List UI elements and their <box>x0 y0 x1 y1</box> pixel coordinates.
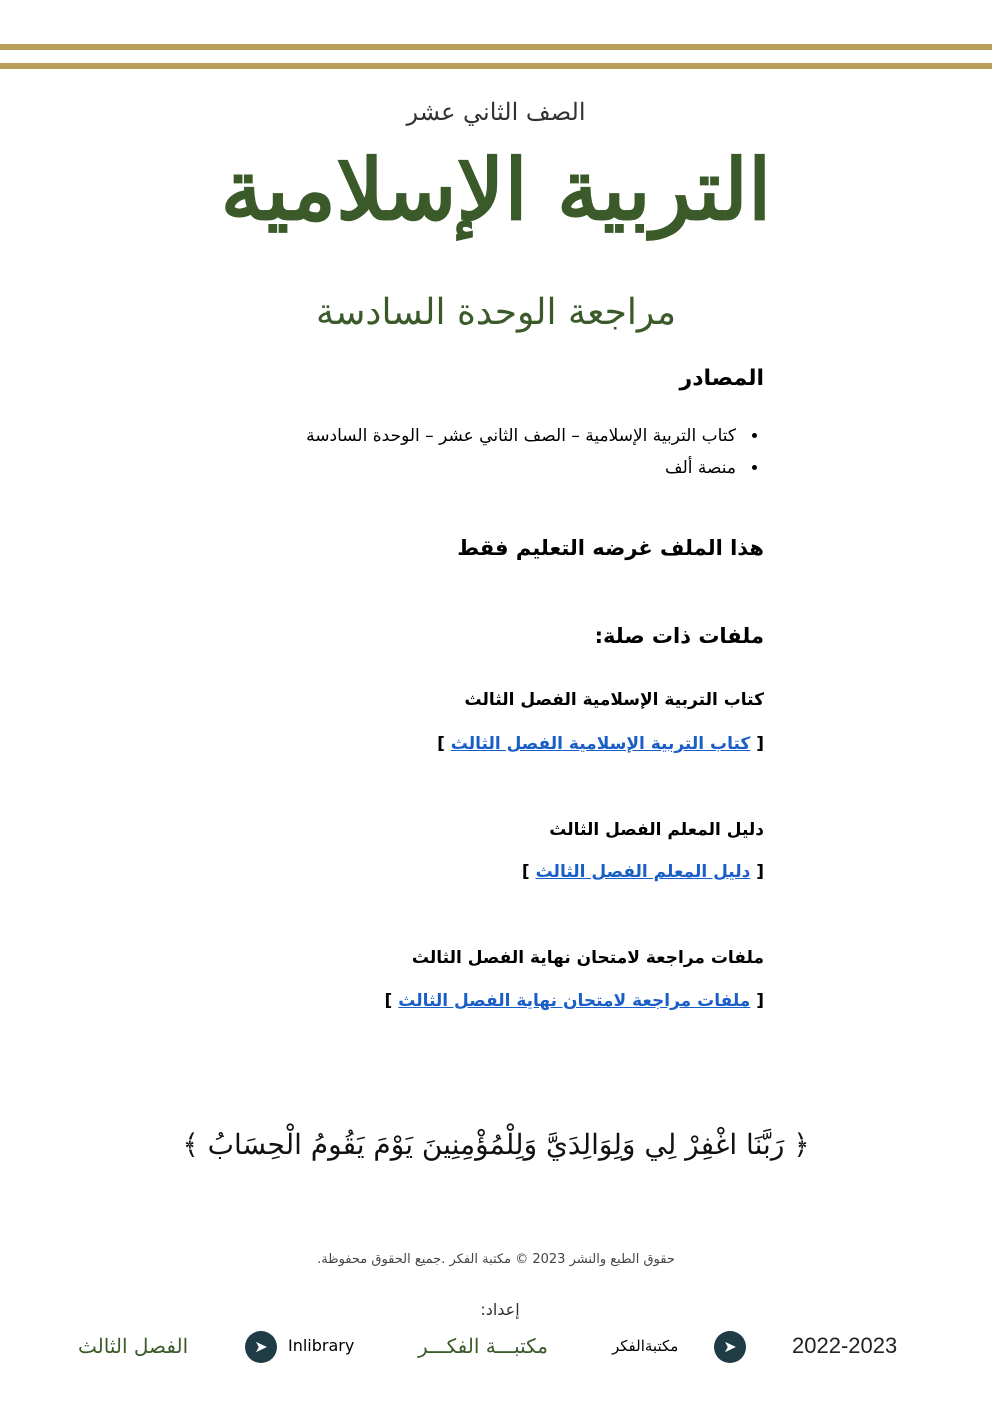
top-gold-rule-second <box>0 63 992 69</box>
grade-label: الصف الثاني عشر <box>406 98 586 126</box>
bracket-close: ] <box>437 734 451 754</box>
related-item-title: كتاب التربية الإسلامية الفصل الثالث <box>464 690 764 710</box>
related-link-textbook[interactable]: كتاب التربية الإسلامية الفصل الثالث <box>450 734 751 754</box>
page-subtitle: مراجعة الوحدة السادسة <box>315 292 677 333</box>
related-item-link-row <box>437 734 764 754</box>
source-item: • منصة ألف <box>306 452 740 484</box>
related-files-heading: ملفات ذات صلة: <box>594 624 764 648</box>
copyright-notice: حقوق الطبع والنشر 2023 © مكتبة الفكر .جميع الحقوق محفوظة. <box>317 1252 675 1267</box>
related-item-link-row <box>385 991 764 1011</box>
bracket-close: ] <box>384 991 399 1011</box>
bracket-close: ] <box>521 862 536 882</box>
telegram-link[interactable] <box>245 1328 277 1364</box>
sources-list <box>306 420 764 484</box>
sources-heading: المصادر <box>679 366 764 391</box>
telegram-link[interactable] <box>714 1328 746 1364</box>
bracket-open: [ <box>750 734 764 754</box>
related-link-exam-review[interactable]: ملفات مراجعة لامتحان نهاية الفصل الثالث <box>398 991 751 1011</box>
related-item-title: ملفات مراجعة لامتحان نهاية الفصل الثالث <box>411 948 764 968</box>
academic-year: 2022-2023 <box>792 1333 898 1358</box>
bracket-open: [ <box>750 991 764 1011</box>
related-item-title: دليل المعلم الفصل الثالث <box>549 820 764 840</box>
related-link-teacher-guide[interactable]: دليل المعلم الفصل الثالث <box>535 862 751 882</box>
top-gold-rule <box>0 44 992 50</box>
prepared-by-label: إعداد: <box>480 1300 520 1319</box>
telegram-icon: ➤ <box>245 1331 277 1363</box>
source-item: • كتاب التربية الإسلامية – الصف الثاني عشر – الوحدة السادسة <box>306 420 740 452</box>
library-logo: مكتبةالفكر <box>612 1337 679 1355</box>
education-notice: هذا الملف غرضه التعليم فقط <box>457 536 764 560</box>
bracket-open: [ <box>750 862 764 882</box>
page-title: التربية الإسلامية <box>220 140 772 239</box>
channel-handle[interactable]: Inlibrary <box>288 1336 355 1355</box>
related-item-link-row <box>522 862 764 882</box>
semester-label: الفصل الثالث <box>78 1334 189 1358</box>
telegram-icon: ➤ <box>714 1331 746 1363</box>
quran-verse: ﴿ رَبَّنَا اغْفِرْ لِي وَلِوَالِدَيَّ وَلِلْمُؤْمِنِينَ يَوْمَ يَقُومُ الْحِسَابُ ﴾ <box>182 1128 810 1161</box>
library-name: مكتبـــة الفكـــر <box>418 1334 548 1358</box>
